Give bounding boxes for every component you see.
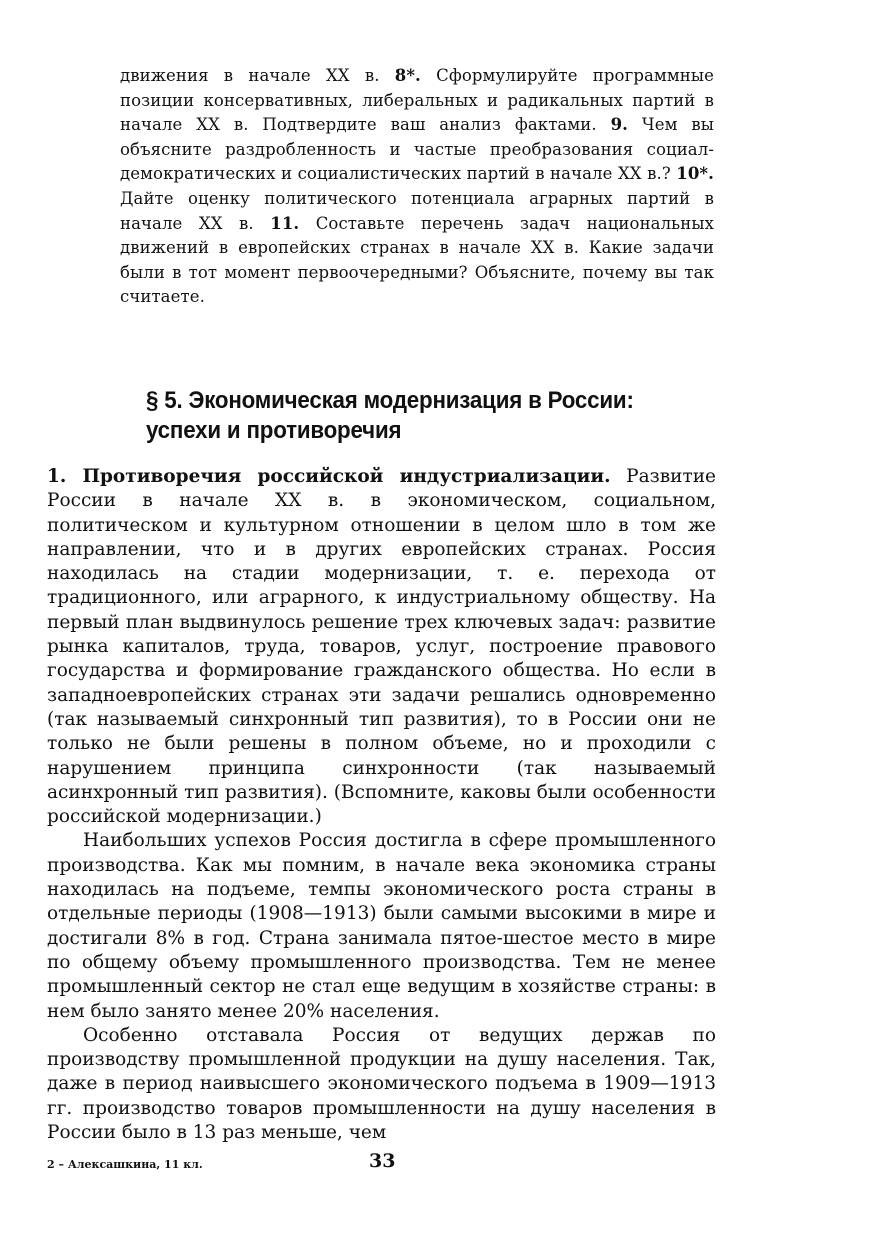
subsection-heading: 1. Противоречия российской индустриализации.: [47, 466, 611, 487]
section-title-line-2: успехи и противоречия: [146, 417, 402, 444]
page-number: 33: [369, 1150, 396, 1172]
question-number-11: 11.: [270, 213, 300, 233]
section-body: [47, 465, 716, 1145]
question-text: Составьте перечень задач национальных движений в европейских странах в начале XX в. Какие задачи были в тот момент первоочередными? Объясните, почему вы так считаете.: [120, 213, 715, 307]
question-number-9: 9.: [610, 115, 629, 135]
paragraph-2: Наибольших успехов Россия достигла в сфере промышленного производства. Как мы помним, в начале века экономика страны находилась на подъеме, темпы экономического роста страны в отдельные периоды (1908—1913) были самыми высокими в мире и достигали 8% в год. Страна занимала пятое-шестое место в мире по общему объему промышленного производства. Тем не менее промышленный сектор не стал еще ведущим в хозяйстве страны: в нем было занято менее 20% населения.: [47, 830, 716, 1022]
question-number-8: 8*.: [394, 66, 421, 85]
section-title-line-1: § 5. Экономическая модернизация в России:: [146, 387, 634, 414]
signature-mark: 2 – Алексашкина, 11 кл.: [47, 1158, 203, 1171]
section-title: [146, 386, 685, 446]
question-text: Сформулируйте программные позиции консервативных, либеральных и радикальных партий в начале XX в. Подтвердите ваш анализ фактами.: [120, 66, 714, 135]
review-questions: [120, 64, 714, 310]
question-number-10: 10*.: [676, 164, 714, 184]
question-text: Дайте оценку политического потенциала аграрных партий в начале XX в.: [120, 188, 714, 233]
paragraph-3: Особенно отставала Россия от ведущих держав по производству промышленной продукции на душу населения. Так, даже в период наивысшего экономического подъема в 1909—1913 гг. производство товаров промышленности на душу населения в России было в 13 раз меньше, чем: [47, 1024, 716, 1144]
question-text: движения в начале XX в.: [120, 66, 395, 85]
paragraph-1: [47, 465, 716, 829]
question-text: Чем вы объясните раздробленность и частые преобразования социал-демократических и социалистических партий в начале XX в.?: [120, 115, 714, 184]
paragraph-1-text: Развитие России в начале XX в. в экономическом, социальном, политическом и культурном отношении в целом шло в том же направлении, что и в других европейских странах. Россия находилась на стадии модернизации, т. е. перехода от традиционного, или аграрного, к индустриальному обществу. На первый план выдвинулось решение трех ключевых задач: развитие рынка капиталов, труда, товаров, услуг, построение правового государства и формирование гражданского общества. Но если в западноевропейских странах эти задачи решались одновременно (так называемый синхронный тип развития), то в России они не только не были решены в полном объеме, но и проходили с нарушением принципа синхронности (так называемый асинхронный тип развития). (Вспомните, каковы были особенности российской модернизации.): [47, 466, 716, 828]
